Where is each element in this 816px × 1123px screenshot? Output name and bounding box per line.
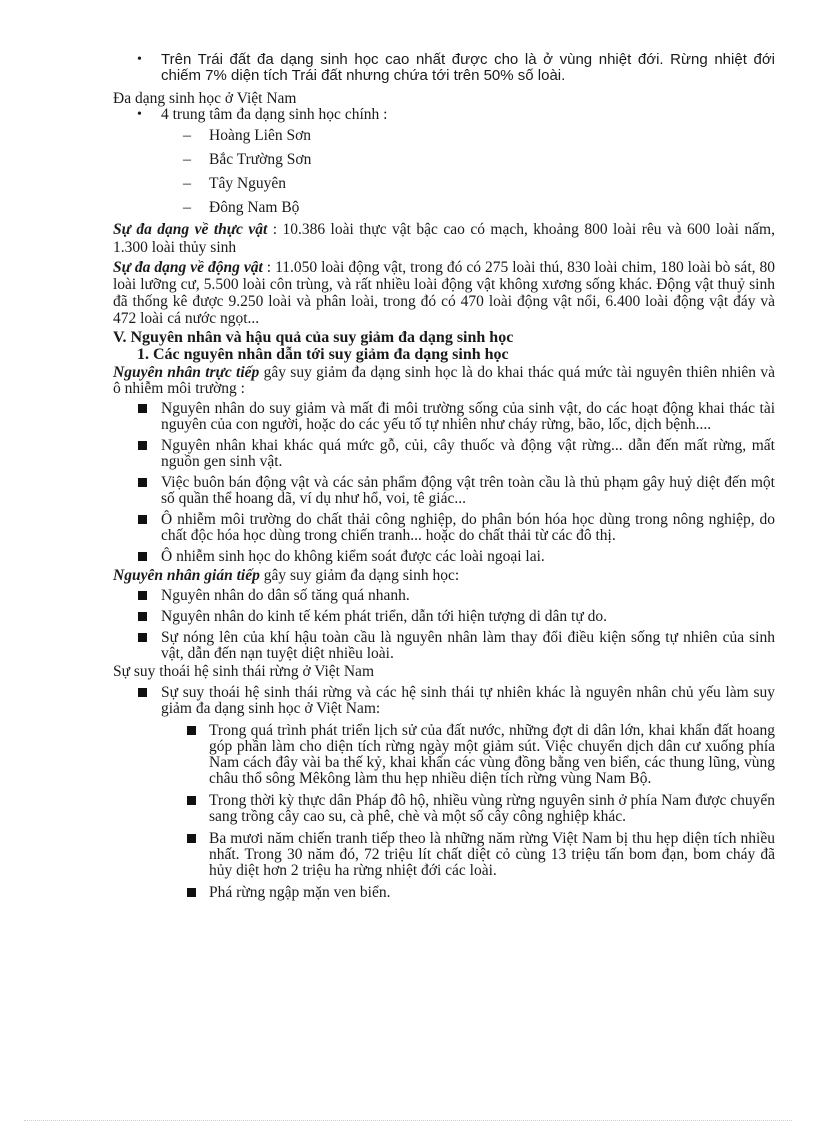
item-text: Sự suy thoái hệ sinh thái rừng và các hệ sinh thái tự nhiên khác là nguyên nhân chủ yếu làm suy giảm đa dạng sinh học ở Việt Nam: xyxy=(161,684,775,717)
item-text: Sự nóng lên của khí hậu toàn cầu là nguyên nhân làm thay đổi điều kiện sống tự nhiên của sinh vật, dẫn đến nạn tuyệt diệt nhiều loài. xyxy=(161,629,775,662)
square-bullet-icon xyxy=(187,888,196,897)
fauna-label: Sự đa dạng về động vật xyxy=(113,259,263,276)
list-item xyxy=(113,549,775,565)
fauna-text: : 11.050 loài động vật, trong đó có 275 loài thú, 830 loài chim, 180 loài bò sát, 80 loài lưỡng cư, 5.500 loài côn trùng, và rất nhiều loài động vật không xương sống khác. Động vật thuỷ sinh đã thống kê được 9.250 loài và phân loài, trong đó có 470 loài động vật nổi, 6.400 loài động vật đáy và 472 loài cá nước ngọt... xyxy=(113,259,775,327)
center-name: Hoàng Liên Sơn xyxy=(209,127,312,144)
list-item xyxy=(113,885,775,901)
bullet-dot: • xyxy=(137,107,142,122)
indirect-label: Nguyên nhân gián tiếp xyxy=(113,567,260,584)
intro-text: Trên Trái đất đa dạng sinh học cao nhất được cho là ở vùng nhiệt đới. Rừng nhiệt đới chiếm 7% diện tích Trái đất nhưng chứa tới trên 50% số loài. xyxy=(161,51,775,84)
indirect-cause-list xyxy=(113,588,775,662)
list-item xyxy=(113,831,775,879)
item-text: Việc buôn bán động vật và các sản phẩm động vật trên toàn cầu là thủ phạm gây huỷ diệt đến một số quần thể hoang dã, ví dụ như hổ, voi, tê giác... xyxy=(161,474,775,507)
fauna-paragraph xyxy=(113,259,775,327)
flora-paragraph xyxy=(113,221,775,257)
direct-label: Nguyên nhân trực tiếp xyxy=(113,364,260,381)
forest-main-item xyxy=(113,685,775,717)
forest-sub-list xyxy=(113,723,775,901)
vn-title: Đa dạng sinh học ở Việt Nam xyxy=(113,90,297,107)
square-bullet-icon xyxy=(138,441,147,450)
direct-cause-list xyxy=(113,401,775,565)
centers-intro xyxy=(113,107,775,123)
list-item xyxy=(113,723,775,787)
square-bullet-icon xyxy=(138,633,147,642)
square-bullet-icon xyxy=(138,612,147,621)
square-bullet-icon xyxy=(138,515,147,524)
item-text: Trong quá trình phát triển lịch sử của đất nước, những đợt di dân lớn, khai khẩn đất hoang góp phần làm cho diện tích rừng ngày một giảm sút. Việc chuyển dịch dân cư xuống phía Nam cách đây vài ba thế kỷ, khai khẩn các vùng đồng bằng ven biển, các thung lũng, vùng châu thổ sông Mêkông làm thu hẹp nhiều diện tích rừng vùng Nam Bộ. xyxy=(209,722,775,787)
item-text: Ô nhiễm môi trường do chất thải công nghiệp, do phân bón hóa học dùng trong nông nghiệp, do chất độc hóa học dùng trong chiến tranh... hoặc do chất thải từ các đô thị. xyxy=(161,511,775,544)
item-text: Nguyên nhân do kinh tế kém phát triển, dẫn tới hiện tượng di dân tự do. xyxy=(161,608,608,625)
centers-intro-text: 4 trung tâm đa dạng sinh học chính : xyxy=(161,106,388,123)
square-bullet-icon xyxy=(138,404,147,413)
item-text: Ô nhiễm sinh học do không kiểm soát được các loài ngoại lai. xyxy=(161,548,545,565)
subsection-1-heading: 1. Các nguyên nhân dẫn tới suy giảm đa dạng sinh học xyxy=(137,346,509,363)
section-v-heading: V. Nguyên nhân và hậu quả của suy giảm đa dạng sinh học xyxy=(113,329,514,346)
item-text: Nguyên nhân do dân số tăng quá nhanh. xyxy=(161,587,410,604)
center-name: Tây Nguyên xyxy=(209,175,287,192)
center-name: Đông Nam Bộ xyxy=(209,199,300,216)
direct-text: gây suy giảm đa dạng sinh học là do khai thác quá mức tài nguyên thiên nhiên và ô nhiễm môi trường : xyxy=(113,364,775,397)
indirect-cause-paragraph xyxy=(113,568,775,584)
item-text: Phá rừng ngập mặn ven biển. xyxy=(209,884,391,901)
intro-bullet xyxy=(113,52,775,86)
square-bullet-icon xyxy=(138,688,147,697)
list-item: – Tây Nguyên xyxy=(183,175,287,192)
list-item xyxy=(113,401,775,433)
list-item: – Hoàng Liên Sơn xyxy=(183,127,312,144)
item-text: Nguyên nhân do suy giảm và mất đi môi trường sống của sinh vật, do các hoạt động khai thác tài nguyên của con người, hoặc do các yếu tố tự nhiên như cháy rừng, bão, lốc, dịch bệnh.... xyxy=(161,400,775,433)
square-bullet-icon xyxy=(187,796,196,805)
list-item xyxy=(113,609,775,625)
flora-text: : 10.386 loài thực vật bậc cao có mạch, khoảng 800 loài rêu và 600 loài nấm, 1.300 loài thủy sinh xyxy=(113,221,775,256)
square-bullet-icon xyxy=(187,834,196,843)
flora-label: Sự đa dạng về thực vật xyxy=(113,221,268,238)
square-bullet-icon xyxy=(187,726,196,735)
direct-cause-paragraph xyxy=(113,365,775,397)
square-bullet-icon xyxy=(138,591,147,600)
square-bullet-icon xyxy=(138,478,147,487)
centers-list xyxy=(113,127,775,221)
list-item: – Bắc Trường Sơn xyxy=(183,151,312,168)
item-text: Nguyên nhân khai khác quá mức gỗ, củi, cây thuốc và động vật rừng... dẫn đến mất rừng, mất nguồn gen sinh vật. xyxy=(161,437,775,470)
item-text: Trong thời kỳ thực dân Pháp đô hộ, nhiều vùng rừng nguyên sinh ở phía Nam được chuyển sang trồng cây cao su, cà phê, chè và một số cây công nghiệp khác. xyxy=(209,792,775,825)
center-name: Bắc Trường Sơn xyxy=(209,151,312,168)
list-item xyxy=(113,512,775,544)
page-bottom-divider xyxy=(24,1120,792,1121)
list-item xyxy=(113,475,775,507)
list-item: – Đông Nam Bộ xyxy=(183,199,300,216)
bullet-dot: • xyxy=(137,52,142,67)
list-item xyxy=(113,793,775,825)
square-bullet-icon xyxy=(138,552,147,561)
indirect-text: gây suy giảm đa dạng sinh học: xyxy=(259,567,460,584)
item-text: Ba mươi năm chiến tranh tiếp theo là những năm rừng Việt Nam bị thu hẹp diện tích nhiều nhất. Trong 30 năm đó, 72 triệu lít chất diệt cỏ cùng 13 triệu tấn bom đạn, bom cháy đã hủy diệt hơn 2 triệu ha rừng nhiệt đới các loài. xyxy=(209,830,775,879)
list-item xyxy=(113,630,775,662)
list-item xyxy=(113,438,775,470)
list-item xyxy=(113,588,775,604)
forest-title: Sự suy thoái hệ sinh thái rừng ở Việt Nam xyxy=(113,663,374,680)
document-page xyxy=(113,52,775,901)
